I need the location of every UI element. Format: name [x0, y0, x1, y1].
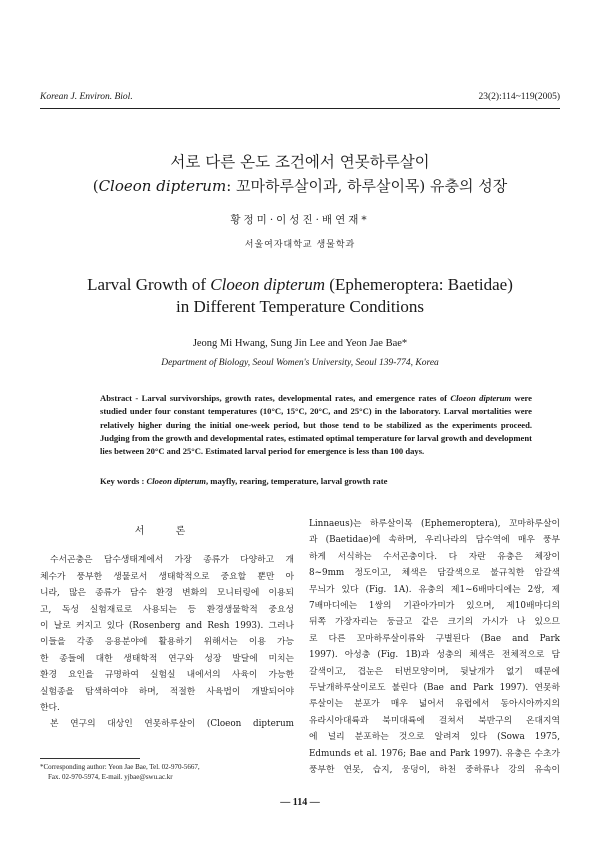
keywords-species: Cloeon dipterum — [146, 476, 206, 486]
abstract-text-1: - Larval survivorships, growth rates, developmental rates, and emergence rates of — [131, 393, 451, 403]
footnote — [40, 762, 294, 782]
keywords-list: , mayfly, rearing, temperature, larval growth rate — [206, 476, 388, 486]
footnote-rule — [40, 758, 140, 759]
title-english-post: (Ephemeroptera: Baetidae) — [325, 275, 513, 294]
right-column-line: 풍부한 연못, 습지, 웅덩이, 하천 중하류나 강의 유속이 — [309, 765, 560, 776]
right-column-line: 갈색이고, 겹눈은 터번모양이며, 뒷날개가 없기 때문에 — [309, 666, 560, 677]
right-column-line: 루살이는 분포가 매우 넓어서 유럽에서 동아시아까지의 — [309, 699, 560, 710]
abstract — [100, 392, 532, 458]
authors-korean: 황정미·이성진·배연재* — [230, 214, 370, 226]
section-title-introduction: 서 론 — [134, 526, 200, 537]
authors-english: Jeong Mi Hwang, Sung Jin Lee and Yeon Jae Bae* — [192, 338, 408, 349]
title-english — [40, 274, 560, 318]
journal-name: Korean J. Environ. Biol. — [40, 92, 133, 102]
right-column-line: 7배마디에는 1쌍의 기관아가미가 있으며, 제10배마디의 — [309, 601, 560, 612]
left-column-line: 이들을 각종 응용분야에 활용하기 위해서는 이용 가능 — [40, 637, 294, 648]
right-column-line: 과 (Baetidae)에 속하며, 우리나라의 담수역에 매우 풍부 — [309, 535, 560, 546]
footnote-line1: *Corresponding author: Yeon Jae Bae, Tel. 02-970-5667, — [40, 763, 200, 771]
running-head — [40, 92, 560, 102]
header-rule — [40, 108, 560, 109]
affiliation-korean: 서울여자대학교 생물학과 — [244, 240, 356, 250]
abstract-species: Cloeon dipterum — [450, 393, 512, 403]
right-column-text — [309, 516, 560, 779]
footnote-line2: Fax. 02-970-5974, E-mail. yjbae@swu.ac.kr — [48, 773, 173, 781]
issue-citation: 23(2):114~119(2005) — [478, 92, 560, 102]
right-column-line: 에 널리 분포하는 것으로 알려져 있다 (Sowa 1975, — [309, 732, 560, 743]
left-column-line: 체수가 풍부한 생물로서 생태학적으로 중요할 뿐만 아 — [40, 571, 294, 582]
page-number: — 114 — — [280, 797, 320, 808]
left-column-line: 본 연구의 대상인 연못하루살이 (Cloeon dipterum — [50, 719, 294, 730]
left-column-text — [40, 552, 294, 732]
keywords-label: Key words : — [100, 476, 147, 486]
abstract-label: Abstract — [100, 393, 132, 403]
title-korean-paren: ( — [92, 177, 99, 195]
right-column-line: 하게 서식하는 수서곤충이다. 다 자란 유충은 체장이 — [309, 551, 560, 562]
right-column-line: 뒤쪽 가장자리는 둥글고 같은 크기의 가시가 나 있으므 — [309, 617, 560, 628]
affiliation-english: Department of Biology, Seoul Women's University, Seoul 139-774, Korea — [161, 358, 439, 368]
title-english-line2: in Different Temperature Conditions — [176, 297, 424, 316]
right-column-line: Edmunds et al. 1976; Bae and Park 1997). 유충은 수초가 — [309, 748, 560, 759]
right-column — [309, 516, 560, 779]
left-column-line: 실험종을 탐색하여야 하며, 적절한 사육법이 개발되어야 — [40, 686, 294, 697]
title-english-pre: Larval Growth of — [87, 275, 211, 294]
left-column-line: 수서곤충은 담수생태계에서 가장 종류가 다양하고 개 — [50, 555, 294, 566]
right-column-line: 두날개하루살이로도 불린다 (Bae and Park 1997). 연못하 — [309, 683, 560, 694]
right-column-line: 무늬가 있다 (Fig. 1A). 유충의 제1~6배마디에는 2쌍, 제 — [309, 584, 560, 595]
title-korean-line2 — [40, 174, 560, 198]
keywords — [100, 476, 532, 486]
right-column-line: 유라시아대륙과 북미대륙에 걸쳐서 북반구의 온대지역 — [309, 715, 560, 726]
title-korean-line1: 서로 다른 온도 조건에서 연못하루살이 — [170, 153, 430, 171]
abstract-text-2: were studied under four constant temperatures (10°C, 15°C, 20°C, and 25°C) in the laboratory. Larval mortalities were relatively higher during the initial one-week period, but those tend to be stabilized as the experiments proceed. Judging from the growth and developmental rates, estimated optimal temperature for larval growth and development lies between 20°C and 25°C. Estimated larval period for emergence is less than 100 days. — [100, 393, 532, 457]
right-column-line: 8~9mm 정도이고, 체색은 담갈색으로 불규칙한 암갈색 — [309, 568, 560, 579]
left-column-line: 한다. — [40, 703, 60, 714]
left-column-line: 환경 요인을 규명하여 실험실 내에서의 사육이 가능한 — [40, 670, 294, 681]
left-column-line: 고, 독성 실험재료로 사용되는 등 환경생물학적 중요성 — [40, 604, 294, 615]
right-column-line: Linnaeus)는 하루살이목 (Ephemeroptera), 꼬마하루살이 — [309, 519, 560, 529]
left-column — [40, 518, 294, 733]
title-korean-species: Cloeon dipterum — [98, 177, 227, 195]
left-column-line: 한 종들에 대한 생태학적 연구와 성장 발달에 미치는 — [40, 653, 294, 664]
right-column-line: 1997). 아성충 (Fig. 1B)과 성충의 체색은 전체적으로 담 — [309, 650, 560, 661]
title-english-species: Cloeon dipterum — [210, 275, 326, 294]
title-korean — [40, 150, 560, 198]
left-column-line: 니라, 많은 종류가 담수 환경 변화의 모니터링에 이용되 — [40, 588, 294, 599]
title-korean-line2-rest: : 꼬마하루살이과, 하루살이목) 유충의 성장 — [226, 177, 508, 195]
title-english-line1 — [40, 274, 560, 296]
right-column-line: 로 다른 꼬마하루살이류와 구별된다 (Bae and Park — [309, 633, 560, 644]
left-column-line: 이 날로 커지고 있다 (Rosenberg and Resh 1993). 그러나 — [40, 621, 294, 632]
